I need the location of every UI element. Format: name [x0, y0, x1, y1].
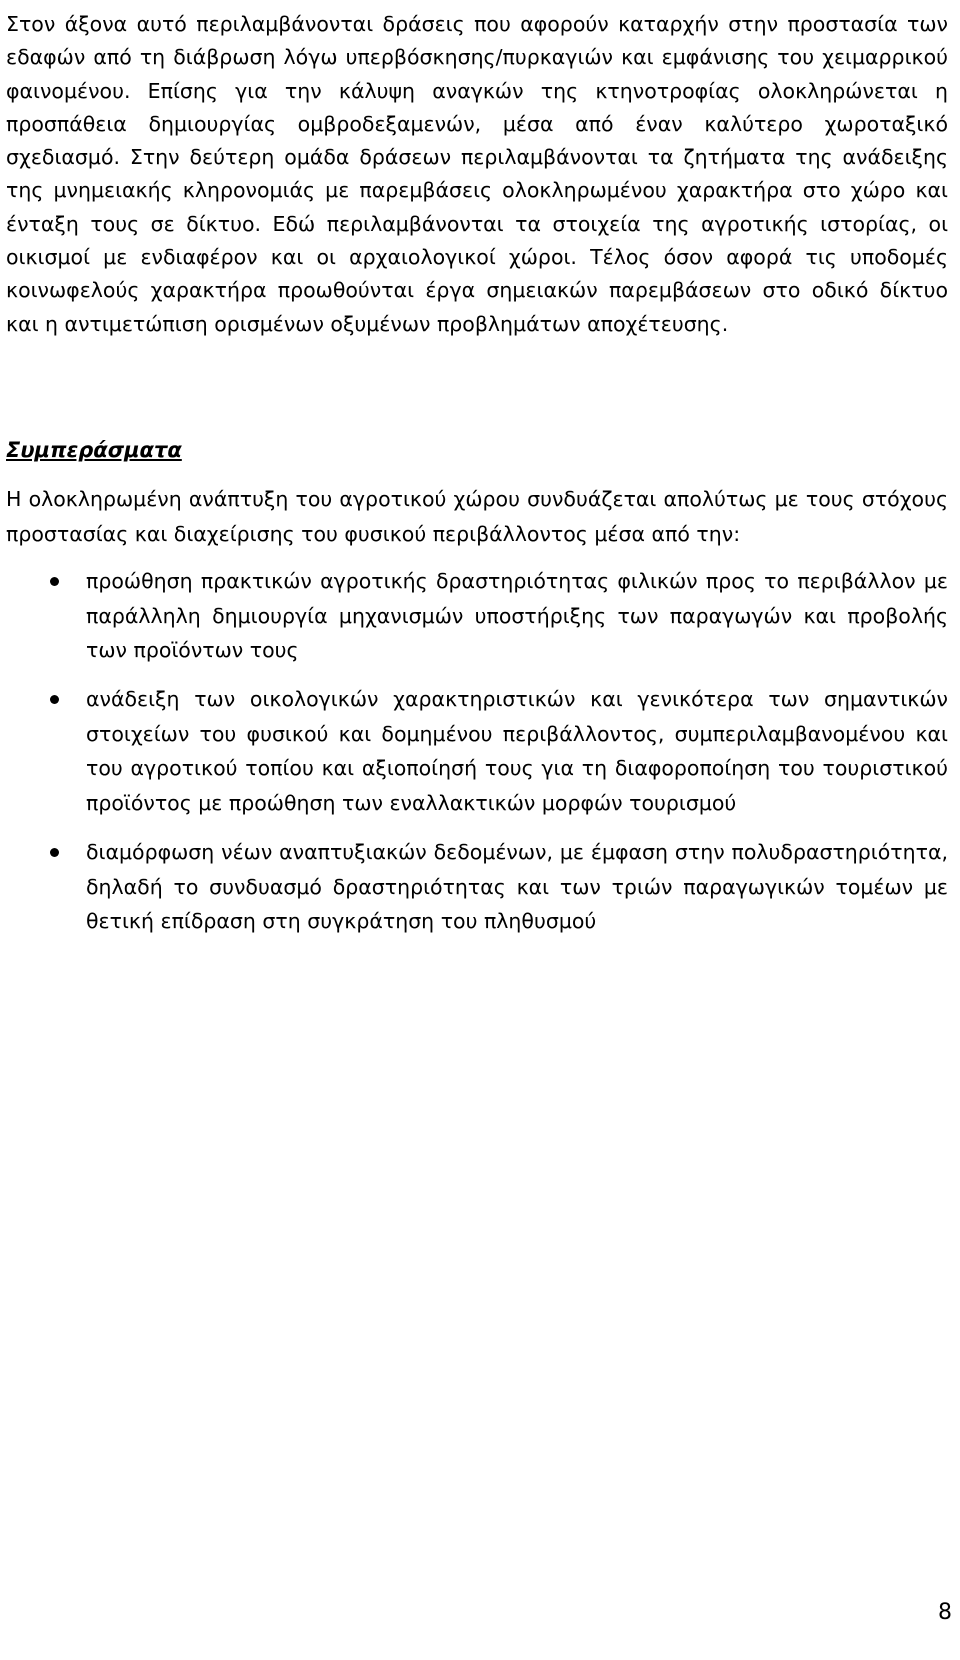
bullet-text: ανάδειξη των οικολογικών χαρακτηριστικών και γενικότερα των σημαντικών στοιχείων του φυσικού και δομημένου περιβάλλοντος, συμπεριλαμβανομένου και του αγροτικού τοπίου και αξιοποίησή τους για τη διαφοροποίηση του τουριστικού προϊόντος με προώθηση των εναλλακτικών μορφών τουρισμού	[86, 687, 948, 815]
bullet-dot-icon	[50, 695, 59, 704]
section-intro-paragraph: Η ολοκληρωμένη ανάπτυξη του αγροτικού χώρου συνδυάζεται απολύτως με τους στόχους προστασίας και διαχείρισης του φυσικού περιβάλλοντος μέσα από την:	[6, 487, 948, 546]
bullet-dot-icon	[50, 577, 59, 586]
bullet-item	[86, 835, 948, 939]
bullet-text: προώθηση πρακτικών αγροτικής δραστηριότητας φιλικών προς το περιβάλλον με παράλληλη δημιουργία μηχανισμών υποστήριξης των παραγωγών και προβολής των προϊόντων τους	[86, 569, 948, 662]
section-heading: Συμπεράσματα	[6, 438, 182, 462]
bullet-text: διαμόρφωση νέων αναπτυξιακών δεδομένων, με έμφαση στην πολυδραστηριότητα, δηλαδή το συνδυασμό δραστηριότητας και των τριών παραγωγικών τομέων με θετική επίδραση στη συγκράτηση του πληθυσμού	[86, 840, 948, 933]
page-number: 8	[938, 1600, 952, 1625]
bullet-item	[86, 682, 948, 820]
body-paragraph: Στον άξονα αυτό περιλαμβάνονται δράσεις που αφορούν καταρχήν στην προστασία των εδαφών από τη διάβρωση λόγω υπερβόσκησης/πυρκαγιών και εμφάνισης του χειμαρρικού φαινομένου. Επίσης για την κάλυψη αναγκών της κτηνοτροφίας ολοκληρώνεται η προσπάθεια δημιουργίας ομβροδεξαμενών, μέσα από έναν καλύτερο χωροταξικό σχεδιασμό. Στην δεύτερη ομάδα δράσεων περιλαμβάνονται τα ζητήματα της ανάδειξης της μνημειακής κληρονομιάς με παρεμβάσεις ολοκληρωμένου χαρακτήρα στο χώρο και ένταξη τους σε δίκτυο. Εδώ περιλαμβάνονται τα στοιχεία της αγροτικής ιστορίας, οι οικισμοί με ενδιαφέρον και οι αρχαιολογικοί χώροι. Τέλος όσον αφορά τις υποδομές κοινωφελούς χαρακτήρα προωθούνται έργα σημειακών παρεμβάσεων στο οδικό δίκτυο και η αντιμετώπιση ορισμένων οξυμένων προβλημάτων αποχέτευσης.	[6, 12, 948, 336]
bullet-item	[86, 564, 948, 668]
bullet-dot-icon	[50, 848, 59, 857]
